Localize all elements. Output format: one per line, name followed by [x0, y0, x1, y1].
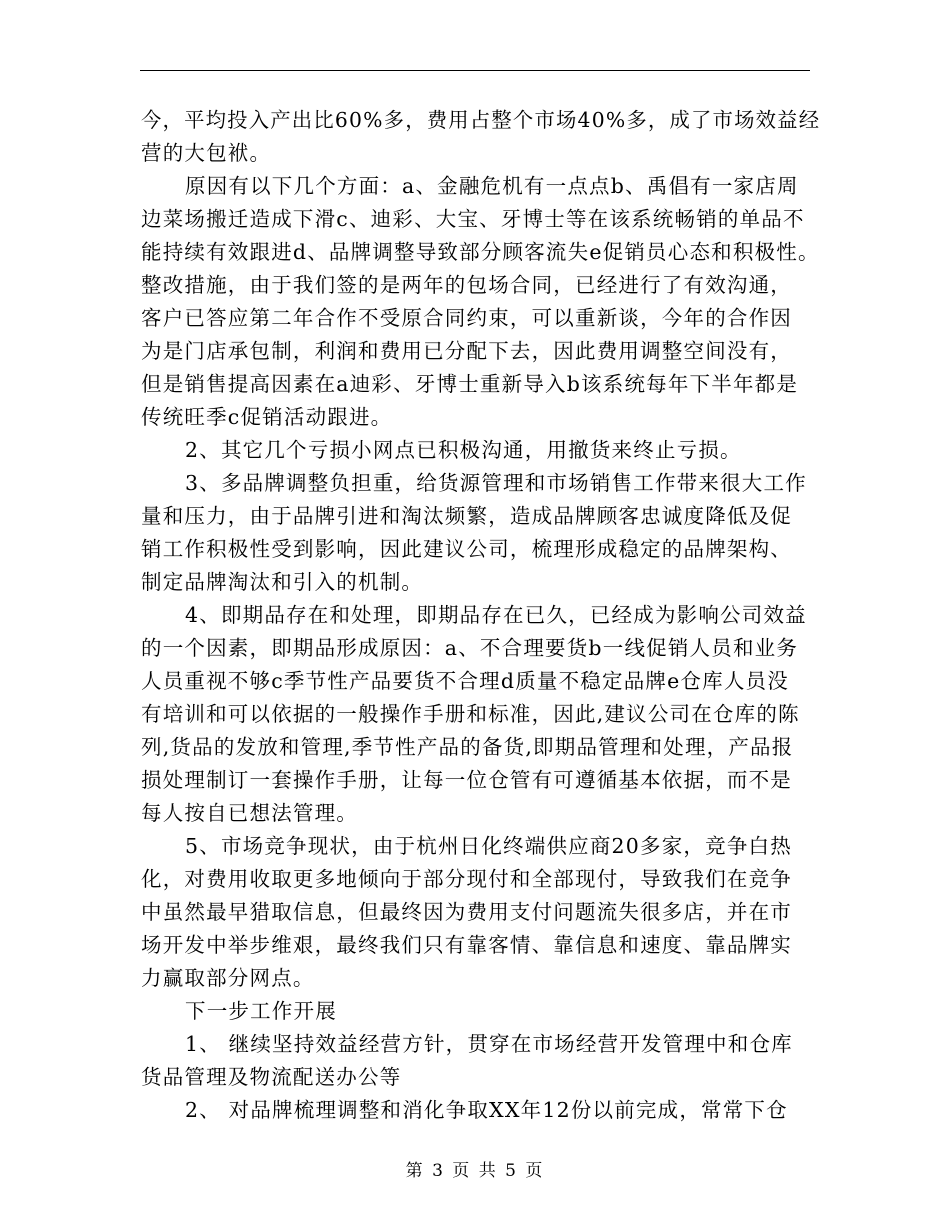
text-line: 量和压力，由于品牌引进和淘汰频繁，造成品牌顾客忠诚度降低及促	[141, 504, 792, 528]
text-line: 整改措施，由于我们签的是两年的包场合同，已经进行了有效沟通，	[141, 273, 792, 297]
text-line: 传统旺季c促销活动跟进。	[141, 405, 393, 429]
page-footer: 第 3 页 共 5 页	[405, 1161, 545, 1181]
text-line: 原因有以下几个方面：a、金融危机有一点点b、禹倡有一家店周	[185, 174, 799, 198]
text-line: 化，对费用收取更多地倾向于部分现付和全部现付，导致我们在竞争	[141, 867, 792, 891]
text-line: 边菜场搬迁造成下滑c、迪彩、大宝、牙博士等在该系统畅销的单品不	[141, 207, 805, 231]
text-line: 3、多品牌调整负担重，给货源管理和市场销售工作带来很大工作	[185, 471, 807, 495]
text-line: 但是销售提高因素在a迪彩、牙博士重新导入b该系统每年下半年都是	[141, 372, 799, 396]
text-line: 列,货品的发放和管理,季节性产品的备货,即期品管理和处理，产品报	[141, 735, 794, 759]
text-line: 中虽然最早猎取信息，但最终因为费用支付问题流失很多店，并在市	[141, 900, 792, 924]
text-line: 场开发中举步维艰，最终我们只有靠客情、靠信息和速度、靠品牌实	[141, 933, 792, 957]
text-line: 客户已答应第二年合作不受原合同约束，可以重新谈，今年的合作因	[141, 306, 792, 330]
text-line: 每人按自已想法管理。	[141, 801, 358, 825]
text-line: 今，平均投入产出比60%多，费用占整个市场40%多，成了市场效益经	[141, 108, 821, 132]
text-line: 人员重视不够c季节性产品要货不合理d质量不稳定品牌e仓库人员没	[141, 669, 789, 693]
text-line: 为是门店承包制，利润和费用已分配下去，因此费用调整空间没有，	[141, 339, 792, 363]
text-line: 损处理制订一套操作手册，让每一位仓管有可遵循基本依据，而不是	[141, 768, 792, 792]
text-line: 的一个因素，即期品形成原因：a、不合理要货b一线促销人员和业务	[141, 636, 799, 660]
header-rule	[140, 70, 810, 71]
text-line: 力赢取部分网点。	[141, 966, 315, 990]
text-line: 2、 对品牌梳理调整和消化争取XX年12份以前完成，常常下仓	[185, 1098, 788, 1122]
text-line: 1、 继续坚持效益经营方针，贯穿在市场经营开发管理中和仓库	[185, 1032, 793, 1056]
text-line: 4、即期品存在和处理，即期品存在已久，已经成为影响公司效益	[185, 603, 807, 627]
text-line: 货品管理及物流配送办公等	[141, 1065, 402, 1089]
text-line: 能持续有效跟进d、品牌调整导致部分顾客流失e促销员心态和积极性。	[141, 240, 820, 264]
text-line: 2、其它几个亏损小网点已积极沟通，用撤货来终止亏损。	[185, 438, 742, 462]
text-line: 5、市场竞争现状，由于杭州日化终端供应商20多家，竞争白热	[185, 834, 792, 858]
text-line: 制定品牌淘汰和引入的机制。	[141, 570, 424, 594]
text-line: 有培训和可以依据的一般操作手册和标准，因此,建议公司在仓库的陈	[141, 702, 800, 726]
text-line: 营的大包袱。	[141, 141, 272, 165]
text-line: 销工作积极性受到影响，因此建议公司，梳理形成稳定的品牌架构、	[141, 537, 792, 561]
section-heading: 下一步工作开展	[185, 999, 337, 1023]
